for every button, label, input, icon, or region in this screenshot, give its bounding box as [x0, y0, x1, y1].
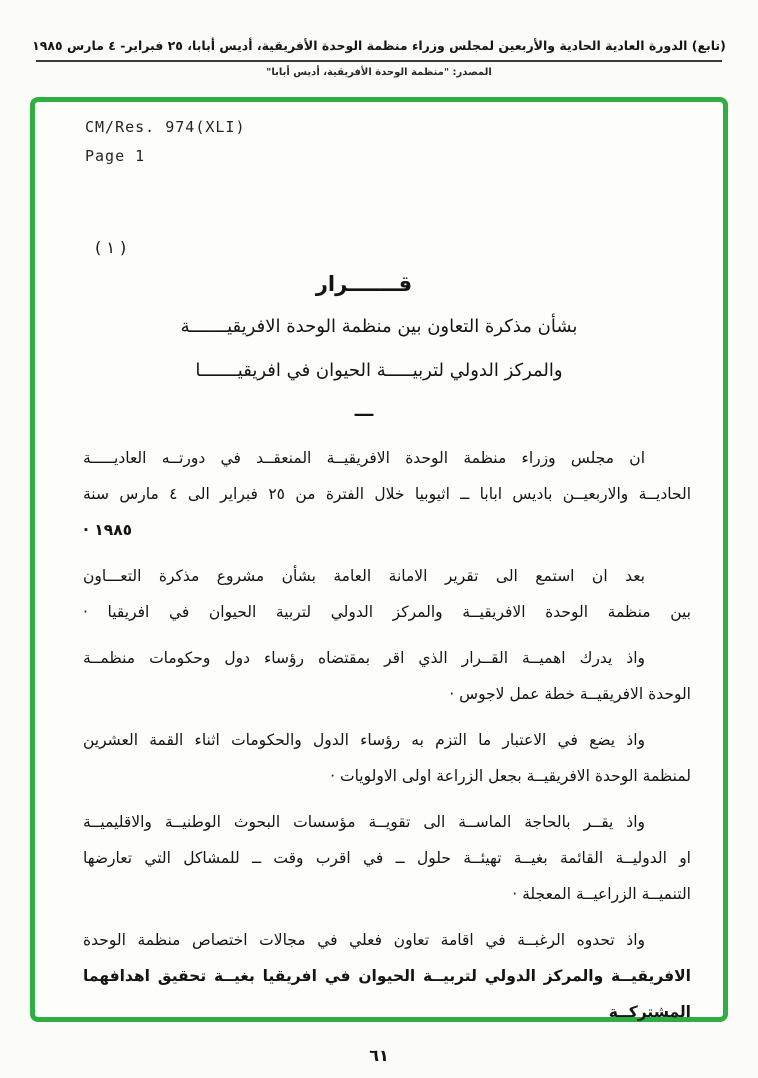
document-body-line: الحاديــة والاربعيــن باديس ابابا ــ اثيوبيا خلال الفترة من ٢٥ فبراير الى ٤ مارس سنة — [83, 485, 691, 503]
source-line: المصدر: "منظمة الوحدة الأفريقية، أديس أبابا" — [266, 67, 492, 78]
separator-dash: ـــ — [354, 400, 374, 421]
document-body-line: الافريقيــة والمركز الدولي لتربيــة الحيوان في افريقيا بغيــة تحقيق اهدافهما المشتركــة — [83, 967, 691, 1021]
document-body-line: التنميــة الزراعيــة المعجلة · — [512, 885, 691, 903]
document-body-line: الوحدة الافريقيــة خطة عمل لاجوس · — [449, 685, 691, 703]
document-body-line: او الدوليــة القائمة بغيــة تهيئــة حلول ــ في اقرب وقت ــ للمشاكل التي تعارضها — [83, 849, 691, 867]
session-header-line: (تابع) الدورة العادية الحادية والأربعين لمجلس وزراء منظمة الوحدة الأفريقية، أديس أبابا، ٢٥ فبراير- ٤ مارس ١٩٨٥ — [32, 38, 726, 53]
document-body-line: لمنظمة الوحدة الافريقيــة بجعل الزراعة اولى الاولويات · — [330, 767, 691, 785]
header-divider — [36, 60, 722, 62]
document-body-line: بين منظمة الوحدة الافريقيــة والمركز الدولي لتربية الحيوان في افريقيا · — [83, 603, 691, 621]
document-body-line: ١٩٨٥ · — [83, 521, 133, 539]
document-body-line: واذ يدرك اهميــة القــرار الذي اقر بمقتضاه رؤساء دول وحكومات منظمــة — [83, 649, 645, 667]
resolution-subtitle-line-1: بشأن مذكرة التعاون بين منظمة الوحدة الافريقيـــــــة — [180, 316, 578, 337]
annotation-highlight-box — [30, 97, 728, 1022]
document-body-line: بعد ان استمع الى تقرير الامانة العامة بشأن مشروع مذكرة التعـــاون — [83, 567, 645, 585]
resolution-title: قـــــــرار — [315, 272, 413, 296]
document-body-line: واذ يضع في الاعتبار ما التزم به رؤساء الدول والحكومات اثناء القمة العشرين — [83, 731, 645, 749]
page-number: ٦١ — [369, 1046, 389, 1065]
item-number: ( ١ ) — [95, 238, 127, 257]
document-reference: CM/Res. 974(XLI) — [85, 118, 246, 136]
document-body-line: واذ تحدوه الرغبــة في اقامة تعاون فعلي في مجالات اختصاص منظمة الوحدة — [83, 931, 645, 949]
document-body — [83, 440, 691, 1030]
document-body-line: واذ يقــر بالحاجة الماســة الى تقويــة مؤسسات البحوث الوطنيــة والاقليميــة — [83, 813, 645, 831]
document-page-label: Page 1 — [85, 147, 146, 165]
resolution-subtitle-line-2: والمركز الدولي لتربيـــــة الحيوان في افريقيـــــــا — [195, 360, 563, 381]
document-body-line: ان مجلس وزراء منظمة الوحدة الافريقيــة المنعقــد في دورتــه العاديـــــة — [83, 449, 645, 467]
